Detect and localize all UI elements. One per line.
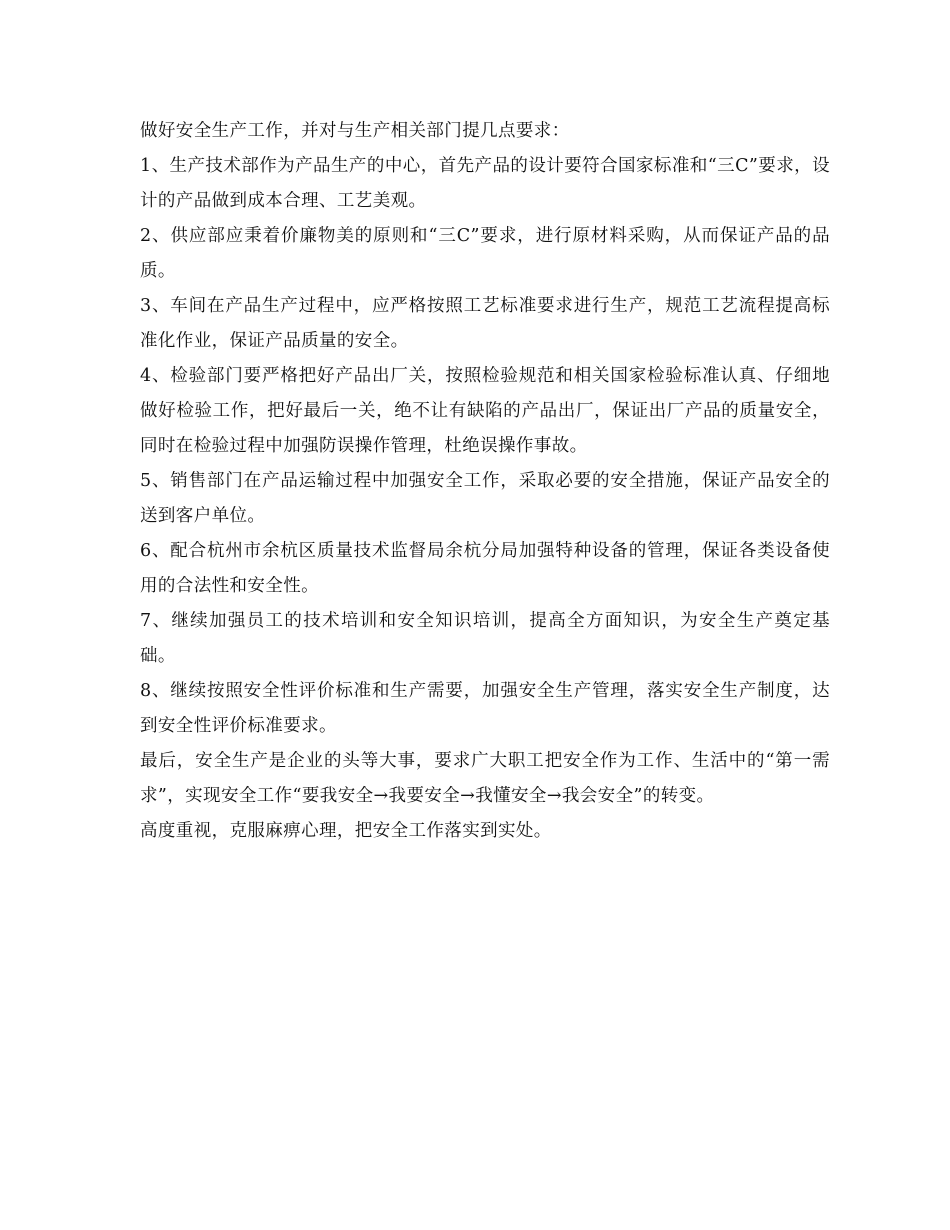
- document-body: [140, 114, 830, 849]
- paragraph-item-1: 1、生产技术部作为产品生产的中心，首先产品的设计要符合国家标准和“三C”要求，设计的产品做到成本合理、工艺美观。: [140, 156, 830, 211]
- paragraph-item-5: 5、销售部门在产品运输过程中加强安全工作，采取必要的安全措施，保证产品安全的送到客户单位。: [140, 471, 830, 526]
- paragraph-conclusion: 最后，安全生产是企业的头等大事，要求广大职工把安全作为工作、生活中的“第一需求”，实现安全工作“要我安全→我要安全→我懂安全→我会安全”的转变。: [140, 751, 830, 806]
- paragraph-item-2: 2、供应部应秉着价廉物美的原则和“三C”要求，进行原材料采购，从而保证产品的品质。: [140, 226, 830, 281]
- paragraph-item-3: 3、车间在产品生产过程中，应严格按照工艺标准要求进行生产，规范工艺流程提高标准化作业，保证产品质量的安全。: [140, 296, 830, 351]
- paragraph-intro: 做好安全生产工作，并对与生产相关部门提几点要求：: [140, 121, 570, 141]
- paragraph-item-8: 8、继续按照安全性评价标准和生产需要，加强安全生产管理，落实安全生产制度，达到安全性评价标准要求。: [140, 681, 830, 736]
- paragraph-item-7: 7、继续加强员工的技术培训和安全知识培训，提高全方面知识，为安全生产奠定基础。: [140, 611, 830, 666]
- paragraph-item-4: 4、检验部门要严格把好产品出厂关，按照检验规范和相关国家检验标准认真、仔细地做好检验工作，把好最后一关，绝不让有缺陷的产品出厂，保证出厂产品的质量安全，同时在检验过程中加强防误操作管理，杜绝误操作事故。: [140, 366, 830, 456]
- paragraph-closing: 高度重视，克服麻痹心理，把安全工作落实到实处。: [140, 821, 552, 841]
- paragraph-item-6: 6、配合杭州市余杭区质量技术监督局余杭分局加强特种设备的管理，保证各类设备使用的合法性和安全性。: [140, 541, 830, 596]
